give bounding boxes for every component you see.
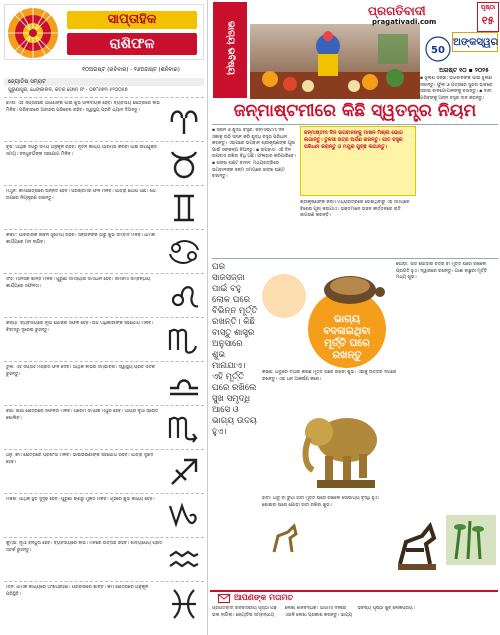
libra-scales-icon — [166, 366, 202, 402]
rashifal-column — [0, 0, 207, 635]
newspaper-logo: ପ୍ରଗତିବାଦୀ — [368, 4, 426, 18]
aries-ram-icon — [166, 102, 202, 138]
zodiac-row-vrisha — [4, 141, 204, 185]
zodiac-text: କୁମ୍ଭ: ନୂଆ ବନ୍ଧୁତା ହେବ। ବ୍ୟବସାୟରେ ଲାଭ। ମନରେ ଉତ୍ସାହ ରହିବ। ଖାଦ୍ୟପେୟ ପ୍ରତି ସତର୍କ ରୁହନ୍ତୁ। — [6, 541, 163, 553]
website-url[interactable]: pragativadi.com — [372, 18, 437, 26]
ankaswar-badge: ଅଙ୍କସ୍ୱର — [452, 32, 498, 52]
zodiac-row-makara — [4, 493, 204, 537]
zodiac-row-kumbha — [4, 537, 204, 581]
section-rule — [212, 258, 498, 259]
column-divider — [207, 0, 208, 635]
zodiac-row-mithuna — [4, 185, 204, 229]
bhagya-bhabishya-box — [213, 2, 247, 98]
article-col2: ଶ୍ରୀକୃଷ୍ଣଙ୍କ ଜନ୍ମ ମଧ୍ୟରାତ୍ରିରେ ହୋଇଥିବାରୁ ଏହି ସମୟରେ ବିଶେଷ ପୂଜା କରାଯାଏ। ଭକ୍ତମାନେ ଭଜନ କୀର୍ତ୍ତନରେ ରାତି ଜାଗରଣ କରନ୍ତି। — [300, 200, 410, 219]
date-range: ୧୦ଅଗଷ୍ଟ (ରବିବାର) - ୧୬ଅଗଷ୍ଟ (ଶନିବାର) — [82, 67, 180, 73]
zodiac-row-kanya — [4, 317, 204, 361]
elephant-text: ହାତୀ: ଧାତୁ ବା ରୁପା ହାତୀ ମୂର୍ତ୍ତି ଘରେ ରଖିଲେ ସୌଭାଗ୍ୟ ବୃଦ୍ଧି ହୁଏ। ଶୋଇବା ଘରେ ଯୋଡ଼ା ହାତୀ ରଖିବା ଶୁଭ। — [262, 496, 380, 508]
zodiac-text: ବିଛା: ଶିକ୍ଷା କ୍ଷେତ୍ରରେ ସଫଳତା ମିଳିବ। ପ୍ରେମ ସମ୍ପର୍କ ମଧୁର ହେବ। ଆୟର ନୂଆ ସ୍ରୋତ ଖୋଲିବ। — [6, 409, 159, 421]
zodiac-row-simha — [4, 273, 204, 317]
zodiac-text: ମିଥୁନ: କର୍ମକ୍ଷେତ୍ରରେ ଉନ୍ନତି ହେବ। ପରିଶ୍ରମର ଫଳ ମିଳିବ। ଯାତ୍ରା ଯୋଗ ଅଛି। ଖର୍ଚ୍ଚ ଉପରେ ନିୟନ୍ତ୍ରଣ ରଖନ୍ତୁ। — [6, 189, 156, 201]
feature-right-text: ଘୋଡ଼ା: ସାତ ଘୋଡ଼ାର ଚିତ୍ର ବା ମୂର୍ତ୍ତି ଘରେ ରଖିଲେ ପ୍ରଗତି ହୁଏ। ଦ୍ୱାରରେ ରଖନ୍ତୁ। ଗାଈ ବାଛୁରୀ ମୂର୍ତ୍ତି ମଧ୍ୟ ଶୁଭ। — [396, 262, 488, 281]
astrologer-address: ପୁରୁଣାପୁର, ଧେଙ୍କାନାଳ, କଟକ ଫୋନ୍ ନଂ - ୦୭୮୫୭୩ ୫୨୦୦୫୭ — [8, 88, 128, 93]
zodiac-row-mesha — [4, 97, 204, 141]
zodiac-text: ଧନୁ: କର୍ମ କ୍ଷେତ୍ରରେ ପ୍ରଶଂସା ମିଳିବ। ଭାଇଭଉଣୀଙ୍କ ସହଯୋଗ ରହିବ। ଯାତ୍ରା ସୁଖଦ ହେବ। — [6, 453, 154, 465]
letters-title: ଆପଣଙ୍କ ମତାମତ — [234, 593, 294, 602]
leo-lion-icon — [166, 278, 202, 314]
rashifal-banner — [4, 4, 204, 60]
highlight-text: ଜନ୍ମାଷ୍ଟମୀ ଦିନ ଭଗବାନଙ୍କୁ ମାଖନ ମିଶ୍ରୀ ଭୋଗ ଲଗାନ୍ତୁ। ତୁଳସୀ ପତ୍ର ଅର୍ପଣ କରନ୍ତୁ। ପୀତ ବସ୍ତ୍ର ପରିଧାନ କରାନ୍ତୁ ଓ ମୟୂର ପୁଚ୍ଛ ଲଗାନ୍ତୁ। — [304, 130, 403, 150]
banner-title-weekly: ସାପ୍ତାହିକ — [67, 11, 197, 29]
horse-statue-icon — [392, 520, 444, 574]
zodiac-row-dhanu — [4, 449, 204, 493]
astrologer-name: ଜ୍ୟୋତିଷ ସମ୍ରାଟ — [4, 78, 204, 86]
zodiac-row-meena — [4, 581, 204, 625]
aquarius-water-icon — [166, 542, 202, 578]
zodiac-text: ମେଷ: ଏହି ସପ୍ତାହରେ ଆପଣଙ୍କ ପାଇଁ ଶୁଭ ଫଳଦାୟକ ହେବ। ବ୍ୟବସାୟ କ୍ଷେତ୍ରରେ ଲାଭ ମିଳିବ। ପରିବାରରେ ଆନନ୍ଦର ପରିବେଶ ରହିବ। ସ୍ୱାସ୍ଥ୍ୟ ପ୍ରତି ଧ୍ୟାନ ଦିଅନ୍ତୁ। — [6, 101, 160, 113]
zodiac-text: ତୁଳା: ଏହି ସପ୍ତାହ ମିଶ୍ରିତ ଫଳ ଦେବ। ଆର୍ଥିକ ଲାଭର ସମ୍ଭାବନା। ସ୍ୱାସ୍ଥ୍ୟ ପ୍ରତି ସତର୍କ ରୁହନ୍ତୁ। — [6, 365, 155, 377]
bamboo-plant-icon — [446, 515, 496, 565]
zodiac-text: କନ୍ୟା: ବ୍ୟବସାୟରେ ନୂଆ ଯୋଜନା ସଫଳ ହେବ। ଉଚ୍ଚ ଅଧିକାରୀଙ୍କ ସହଯୋଗ ମିଳିବ। ବିବାଦରୁ ଦୂରେଇ ରୁହନ୍ତୁ। — [6, 321, 154, 333]
turtle-text: କଇଁଛ: ଧାତୁରେ ତିଆରି କଇଁଛ ମୂର୍ତ୍ତି ଘରେ ରଖିବା ଶୁଭ। ଏହାକୁ ଉତ୍ତର ଦିଗରେ ରଖନ୍ତୁ। ଏହା ଧନ ଆକର୍ଷଣ କରେ। — [262, 370, 397, 382]
article-col1: ▪ ସ୍ନାନ ଓ ଶୁଦ୍ଧ ବସ୍ତ୍ର: ଜନ୍ମାଷ୍ଟମୀ ଦିନ ସକାଳୁ ଉଠି ସ୍ନାନ କରି ଶୁଦ୍ଧ ବସ୍ତ୍ର ପରିଧାନ କରନ୍ତୁ। ଏହାପରେ ଭଗବାନ ଶ୍ରୀକୃଷ୍ଣଙ୍କ ପୂଜା ପାଇଁ ସଙ୍କଳ୍ପ ନିଅନ୍ତୁ। ▪ ଉପବାସ: ଏହି ଦିନ ଉପବାସ ରଖିବା ବିଧି ଅଛି। ଫଳାହାର କରିପାରିବେ। ▪ ଶଙ୍ଖ ଘଣ୍ଟ ବାଦନ: ମଧ୍ୟରାତ୍ରିରେ ଭଗବାନଙ୍କ ଜନ୍ମ ସମୟରେ ଶଙ୍ଖ ଘଣ୍ଟ ବଜାନ୍ତୁ। — [212, 128, 296, 180]
zodiac-text: ବୃଷ: ଆର୍ଥିକ ଦିଗରୁ ସମୟ ଅନୁକୂଳ ରହିବ। ନୂତନ କାର୍ଯ୍ୟ ଆରମ୍ଭ କରିବା ପାଇଁ ଉପଯୁକ୍ତ ସମୟ। ବନ୍ଧୁବର୍ଗଙ୍କ ସହଯୋଗ ମିଳିବ। — [6, 145, 158, 157]
page-number: ୧୫ — [481, 14, 495, 27]
fifty-years-logo-icon — [425, 36, 451, 62]
feature-left-list: ଘର ସାଜସଜ୍ଜା ପାଇଁ ବହୁ ଲୋକ ଘରେ ବିଭିନ୍ନ ମୂର୍ତ୍ତି ରଖନ୍ତି। କିଛି ବାସ୍ତୁ ଶାସ୍ତ୍ର ଅନୁସାରେ ଶୁଭ ମାନାଯାଏ। ଏହି ମୂର୍ତ୍ତି ଘରେ ରଖିଲେ ସୁଖ ସମୃଦ୍ଧି ଆସେ ଓ ଭାଗ୍ୟ ଉଦୟ ହୁଏ। — [212, 262, 258, 437]
article-highlight-box — [300, 126, 416, 196]
gemini-twins-icon — [166, 190, 202, 226]
zodiac-text: କର୍କଟ: ପାରିବାରିକ ଜୀବନ ସୁଖମୟ ରହିବ। ସନ୍ତାନଙ୍କ ଠାରୁ ଶୁଭ ସମ୍ବାଦ ମିଳିବ। ଧାର୍ମିକ କାର୍ଯ୍ୟରେ ମନ ଲାଗିବ। — [6, 233, 156, 245]
coin-icon — [258, 270, 310, 322]
zodiac-row-karkata — [4, 229, 204, 273]
banner-title-rashifal: ରାଶିଫଳ — [67, 33, 197, 55]
krishna-photo — [250, 24, 420, 99]
zodiac-text: ମକର: ଆର୍ଥିକ ସ୍ଥିତି ସୁଦୃଢ଼ ହେବ। ପୁରୁଣା ଋଣରୁ ମୁକ୍ତି ମିଳିବ। ଗୃହରେ ଶୁଭ କାର୍ଯ୍ୟ ହେବ। — [6, 497, 155, 502]
envelope-icon — [218, 594, 230, 603]
page-label: ପୃଷ୍ଠା — [480, 4, 496, 11]
horse-small-icon — [268, 522, 302, 558]
page-number-box — [477, 2, 499, 32]
scorpio-scorpion-icon — [166, 410, 202, 446]
elephant-statue-icon — [295, 400, 391, 492]
bhagya-label: ଭାଗ୍ୟ — [225, 21, 236, 45]
zodiac-row-bichha — [4, 405, 204, 449]
issue-date: ଅଗଷ୍ଟ ୧୦ ▪ ୨୦୨୫ — [439, 67, 489, 74]
main-headline: ଜନ୍ମାଷ୍ଟମୀରେ କିଛି ସ୍ୱତନ୍ତ୍ର ନିୟମ — [233, 101, 477, 121]
sagittarius-archer-icon — [166, 454, 202, 490]
cancer-crab-icon — [166, 234, 202, 270]
zodiac-text: ସିଂହ: ମାନସିକ ଶାନ୍ତି ମିଳିବ। ପୁରୁଣା ସମସ୍ୟାର ସମାଧାନ ହେବ। ଜମିଜମା ସମ୍ବନ୍ଧୀୟ କାର୍ଯ୍ୟରେ ସଫଳତା। — [6, 277, 151, 289]
zodiac-row-tula — [4, 361, 204, 405]
article-col3: ▪ ଝୁଲଣ ସଜ୍ଜା: ଭଗବାନଙ୍କ ପାଇଁ ଝୁଲଣ ସଜାନ୍ତୁ। ଫୁଲ ଓ ପତ୍ରରେ ସୁନ୍ଦର ଭାବରେ ସଜାଇ ବାଳଗୋପାଳଙ୍କୁ ବସାନ୍ତୁ। ▪ ଦାନ: ଗରିବଙ୍କୁ ଅନ୍ନ ବସ୍ତ୍ର ଦାନ କରନ୍ତୁ। — [420, 76, 493, 101]
krishna-altar-image — [250, 24, 420, 99]
fifty-label: 50 — [431, 45, 445, 56]
capricorn-goat-icon — [166, 498, 202, 534]
virgo-maiden-icon — [166, 322, 202, 358]
zodiac-wheel-icon — [7, 7, 59, 59]
pisces-fish-icon — [166, 586, 202, 622]
taurus-bull-icon — [166, 146, 202, 182]
zodiac-text: ମୀନ: ଧାର୍ମିକ କାର୍ଯ୍ୟରେ ଅଂଶଗ୍ରହଣ। ପରିବାରରେ ଶାନ୍ତି। କର୍ମ କ୍ଷେତ୍ରରେ ଅନୁକୂଳ ପରିସ୍ଥିତି। — [6, 585, 149, 597]
feature-title: ଭାଗ୍ୟ ବଦଳାଇଥିବା ମୂର୍ତ୍ତି ଘରେ ରଖନ୍ତୁ — [323, 314, 371, 361]
letters-text: ପ୍ରଗତିବାଦୀ ରବିବାସରୀୟ ପୃଷ୍ଠା ପଢ଼ି ଭଲ ଲାଗିଲା। ଜ୍ୟୋତିଷ ସମ୍ବନ୍ଧୀୟ ଲେଖା ଜ୍ଞାନବର୍ଦ୍ଧକ। ଆଗାମୀ ଦିନରେ ଏଭଳି ଲେଖା ପ୍ରକାଶ କରନ୍ତୁ। ଭାଗ୍ୟ ଭବିଷ୍ୟ ପୃଷ୍ଠା ଖୁବ୍ ଲୋକପ୍ରିୟ। — [212, 606, 415, 618]
bhabishya-label: ଭବିଷ୍ୟ — [225, 47, 236, 75]
